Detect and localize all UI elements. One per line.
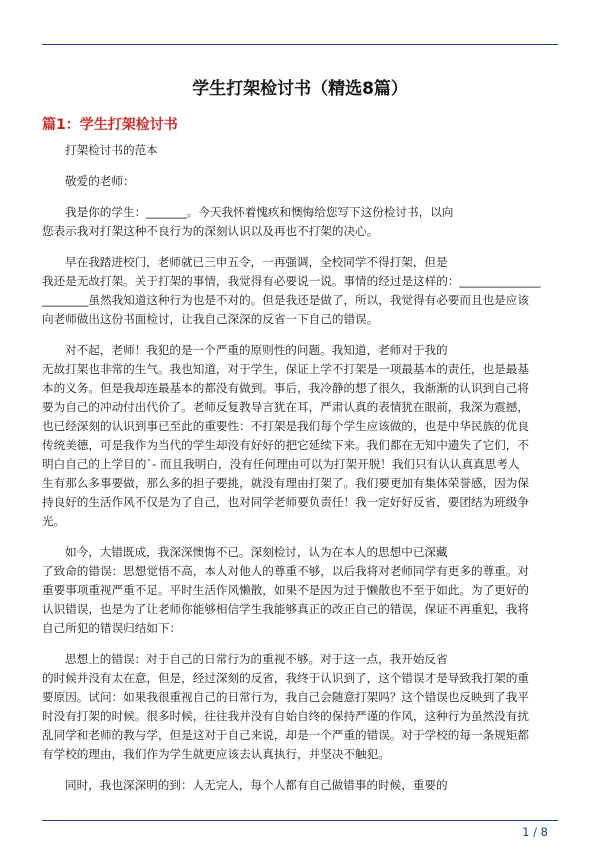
paragraph-line: 敬爱的老师： xyxy=(65,174,135,188)
paragraph-line: 有学校的理由，我们作为学生就更应该去认真执行，并坚决不触犯。 xyxy=(42,747,390,761)
paragraph-line: 乱同学和老师的教与学，但是这对于自己来说，却是一个严重的错误。对于学校的每一条规矩都 xyxy=(42,728,529,742)
paragraph-line: ________虽然我知道这种行为也是不对的。但是我还是做了，所以，我觉得有必要而且也是应该 xyxy=(42,293,529,307)
paragraph xyxy=(42,172,558,191)
paragraph-line: 无故打架也非常的生气。我也知道，对于学生，保证上学不打架是一项最基本的责任，也是最基 xyxy=(42,362,529,376)
paragraph-line: 同时，我也深深明的到：人无完人，每个人都有自己做错事的时候，重要的 xyxy=(65,778,448,792)
paragraph-line: 向老师做出这份书面检讨，让我自己深深的反省一下自己的错误。 xyxy=(42,312,379,326)
paragraph-line: 本的义务。但是我却连最基本的都没有做到。事后，我冷静的想了很久，我渐渐的认识到自己将 xyxy=(42,381,529,395)
paragraph xyxy=(42,141,558,160)
paragraph-line: 传统美德，可是我作为当代的学生却没有好好的把它延续下来。我们都在无知中遗失了它们，不 xyxy=(42,438,529,452)
document-body xyxy=(42,141,558,795)
footer-rule xyxy=(42,820,558,821)
paragraph-line: 如今，大错既成，我深深懊悔不已。深刻检讨，认为在本人的思想中已深藏 xyxy=(65,545,448,559)
paragraph-line: 要原因。试问：如果我很重视自己的日常行为，我自己会随意打架吗？这个错误也反映到了我平 xyxy=(42,690,529,704)
paragraph-line: 生有那么多事要做，那么多的担子要挑，就没有理由打架了。我们要更加有集体荣誉感，因为保 xyxy=(42,476,529,490)
paragraph-line: 我是你的学生：_______。今天我怀着愧疚和懊悔给您写下这份检讨书，以向 xyxy=(65,205,454,219)
paragraph xyxy=(42,253,558,329)
paragraph-line: 思想上的错误：对于自己的日常行为的重视不够。对于这一点，我开始反省 xyxy=(65,652,448,666)
paragraph-line: 光。 xyxy=(42,514,66,528)
paragraph-line: 对不起，老师！我犯的是一个严重的原则性的问题。我知道，老师对于我的 xyxy=(65,343,448,357)
paragraph-line: 了致命的错误：思想觉悟不高，本人对他人的尊重不够，以后我将对老师同学有更多的尊重。对 xyxy=(42,564,529,578)
paragraph-line: 的时候并没有太在意，但是，经过深刻的反省，我终于认识到了，这个错误才是导致我打架的重 xyxy=(42,671,529,685)
paragraph xyxy=(42,203,558,241)
document-title: 学生打架检讨书（精选8篇） xyxy=(192,79,408,99)
paragraph-line: 要为自己的冲动付出代价了。老师反复教导言犹在耳，严肃认真的表情犹在眼前，我深为震撼， xyxy=(42,400,529,414)
header-rule xyxy=(42,44,558,45)
paragraph-line: 早在我踏进校门，老师就已三申五令，一再强调，全校同学不得打架，但是 xyxy=(65,255,448,269)
paragraph xyxy=(42,776,558,795)
paragraph-line: 打架检讨书的范本 xyxy=(65,143,158,157)
paragraph xyxy=(42,543,558,638)
paragraph xyxy=(42,650,558,764)
paragraph xyxy=(42,341,558,531)
paragraph-line: 认识错误，也是为了让老师你能够相信学生我能够真正的改正自己的错误，保证不再重犯，我将 xyxy=(42,602,529,616)
paragraph-line: 时没有打架的时候。很多时候，往往我并没有自始自终的保持严谨的作风，这种行为虽然没有扰 xyxy=(42,709,529,723)
paragraph-line: 自己所犯的错误归结如下： xyxy=(42,621,182,635)
paragraph-line: 明白自己的上学目的`- 而且我明白，没有任何理由可以为打架开脱！我们只有认认真真思考人 xyxy=(42,457,520,471)
paragraph-line: 重要事项重视严重不足。平时生活作风懒散，如果不是因为过于懒散也不至于如此。为了更好的 xyxy=(42,583,529,597)
section-heading: 篇1：学生打架检讨书 xyxy=(42,117,178,133)
paragraph-line: 您表示我对打架这种不良行为的深刻认识以及再也不打架的决心。 xyxy=(42,224,379,238)
paragraph-line: 我还是无故打架。关于打架的事情，我觉得有必要说一说。事情的经过是这样的：______________ xyxy=(42,274,541,288)
paragraph-line: 也已经深刻的认识到事已至此的重要性：不打架是我们每个学生应该做的，也是中华民族的优良 xyxy=(42,419,529,433)
paragraph-line: 持良好的生活作风不仅是为了自己，也对同学老师要负责任！我一定好好反省，要团结为班级争 xyxy=(42,495,529,509)
page-number: 1 / 8 xyxy=(522,825,548,839)
